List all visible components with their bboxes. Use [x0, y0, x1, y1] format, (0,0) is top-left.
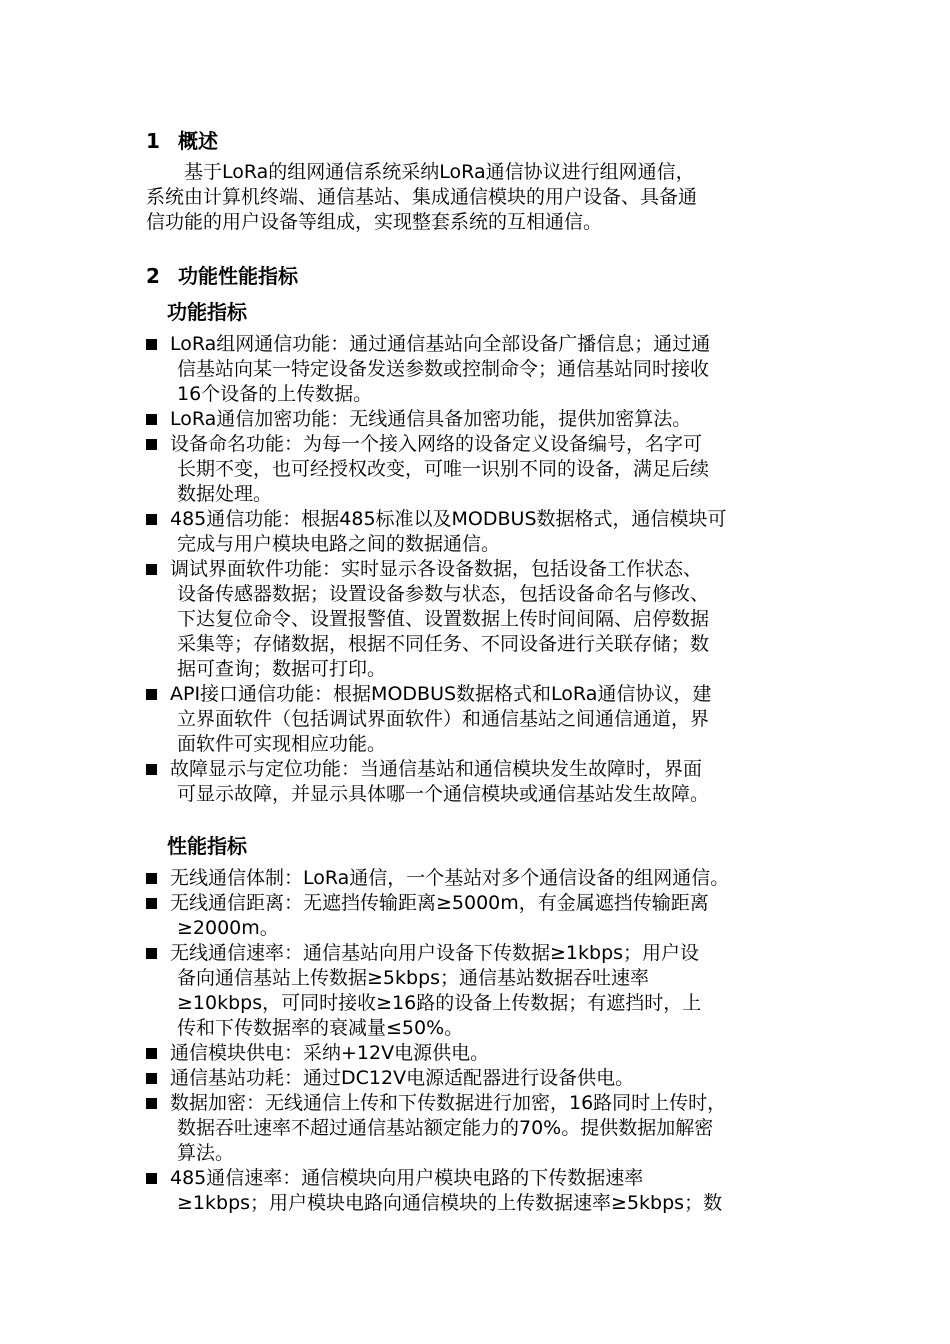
overview-paragraph — [146, 160, 806, 235]
bullet-square-icon — [146, 414, 157, 425]
item-line: ≥2000m。 — [177, 917, 279, 939]
list-item — [146, 1041, 826, 1066]
bullet-square-icon — [146, 898, 157, 909]
bullet-square-icon — [146, 689, 157, 700]
bullet-square-icon — [146, 564, 157, 575]
list-item — [146, 432, 826, 507]
item-line: 信基站向某一特定设备发送参数或控制命令；通信基站同时接收 — [177, 358, 710, 380]
list-item — [146, 757, 826, 807]
item-line: 调试界面软件功能：实时显示各设备数据，包括设备工作状态、 — [170, 558, 703, 580]
item-line: 485通信功能：根据485标准以及MODBUS数据格式，通信模块可 — [170, 508, 727, 530]
bullet-square-icon — [146, 873, 157, 884]
item-line: 算法。 — [177, 1142, 235, 1164]
item-line: 无线通信体制：LoRa通信，一个基站对多个通信设备的组网通信。 — [170, 867, 730, 889]
list-item — [146, 866, 826, 891]
item-line: 数据吞吐速率不超过通信基站额定能力的70%。提供数据加解密 — [177, 1117, 714, 1139]
section-title: 功能性能指标 — [178, 264, 298, 288]
item-line: 设备传感器数据；设置设备参数与状态，包括设备命名与修改、 — [177, 583, 710, 605]
item-line: ≥10kbps，可同时接收≥16路的设备上传数据；有遮挡时，上 — [177, 992, 702, 1014]
item-line: 故障显示与定位功能：当通信基站和通信模块发生故障时，界面 — [170, 758, 703, 780]
section-title: 概述 — [178, 129, 218, 153]
list-item — [146, 682, 826, 757]
bullet-square-icon — [146, 339, 157, 350]
paragraph-line: 信功能的用户设备等组成，实现整套系统的互相通信。 — [146, 211, 603, 233]
section-number: 1 — [146, 129, 160, 153]
item-line: 无线通信速率：通信基站向用户设备下传数据≥1kbps；用户设 — [170, 942, 700, 964]
list-item — [146, 1166, 826, 1216]
item-line: 数据加密：无线通信上传和下传数据进行加密，16路同时上传时， — [170, 1092, 727, 1114]
paragraph-line: 基于LoRa的组网通信系统采纳LoRa通信协议进行组网通信， — [146, 161, 695, 183]
bullet-square-icon — [146, 514, 157, 525]
list-item — [146, 941, 826, 1041]
item-line: 长期不变，也可经授权改变，可唯一识别不同的设备，满足后续 — [177, 458, 710, 480]
section-number: 2 — [146, 264, 160, 288]
item-line: LoRa通信加密功能：无线通信具备加密功能，提供加密算法。 — [170, 408, 692, 430]
section-heading-overview — [146, 125, 218, 154]
item-line: API接口通信功能：根据MODBUS数据格式和LoRa通信协议，建 — [170, 683, 712, 705]
item-line: 传和下传数据率的衰减量≤50%。 — [177, 1017, 464, 1039]
list-item — [146, 407, 826, 432]
item-line: 下达复位命令、设置报警值、设置数据上传时间间隔、启停数据 — [177, 608, 710, 630]
item-line: 通信模块供电：采纳+12V电源供电。 — [170, 1042, 490, 1064]
item-line: 485通信速率：通信模块向用户模块电路的下传数据速率 — [170, 1167, 644, 1189]
item-line: 据可查询；数据可打印。 — [177, 658, 387, 680]
performance-list — [146, 866, 826, 1216]
list-item — [146, 557, 826, 682]
subheading-performance: 性能指标 — [167, 834, 247, 858]
bullet-square-icon — [146, 948, 157, 959]
bullet-square-icon — [146, 764, 157, 775]
item-line: 完成与用户模块电路之间的数据通信。 — [177, 533, 501, 555]
item-line: 16个设备的上传数据。 — [177, 383, 373, 405]
functional-list — [146, 332, 826, 807]
list-item — [146, 1091, 826, 1166]
bullet-square-icon — [146, 1073, 157, 1084]
list-item — [146, 891, 826, 941]
item-line: 立界面软件（包括调试界面软件）和通信基站之间通信通道，界 — [177, 708, 710, 730]
item-line: 备向通信基站上传数据≥5kbps；通信基站数据吞吐速率 — [177, 967, 650, 989]
item-line: LoRa组网通信功能：通过通信基站向全部设备广播信息；通过通 — [170, 333, 711, 355]
section-heading-performance-specs — [146, 260, 298, 289]
bullet-square-icon — [146, 1048, 157, 1059]
item-line: 无线通信距离：无遮挡传输距离≥5000m，有金属遮挡传输距离 — [170, 892, 709, 914]
item-line: 通信基站功耗：通过DC12V电源适配器进行设备供电。 — [170, 1067, 635, 1089]
item-line: 数据处理。 — [177, 483, 273, 505]
bullet-square-icon — [146, 439, 157, 450]
list-item — [146, 1066, 826, 1091]
bullet-square-icon — [146, 1098, 157, 1109]
item-line: 设备命名功能：为每一个接入网络的设备定义设备编号，名字可 — [170, 433, 703, 455]
bullet-square-icon — [146, 1173, 157, 1184]
item-line: 可显示故障，并显示具体哪一个通信模块或通信基站发生故障。 — [177, 783, 710, 805]
item-line: 面软件可实现相应功能。 — [177, 733, 387, 755]
list-item — [146, 507, 826, 557]
paragraph-line: 系统由计算机终端、通信基站、集成通信模块的用户设备、具备通 — [146, 186, 698, 208]
item-line: ≥1kbps；用户模块电路向通信模块的上传数据速率≥5kbps；数 — [177, 1192, 723, 1214]
list-item — [146, 332, 826, 407]
subheading-functional: 功能指标 — [167, 300, 247, 324]
item-line: 采集等；存储数据，根据不同任务、不同设备进行关联存储；数 — [177, 633, 710, 655]
